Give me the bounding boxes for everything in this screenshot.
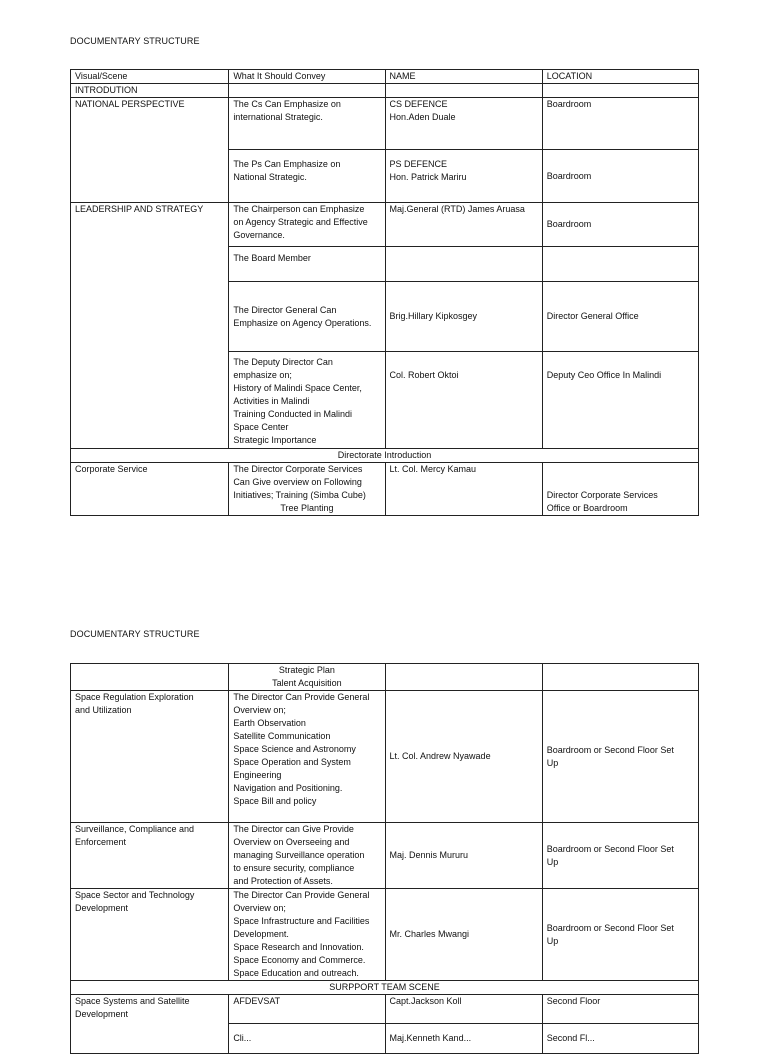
- table-row: [71, 84, 699, 98]
- convey-cell: AFDEVSAT: [229, 995, 385, 1024]
- convey-centered-text: Tree Planting: [280, 503, 334, 513]
- location-cell: Boardroom: [542, 150, 698, 203]
- documentary-table-1: [70, 69, 699, 516]
- table-row: [71, 823, 699, 889]
- header-cell: What It Should Convey: [229, 70, 385, 84]
- table-row: [71, 981, 699, 995]
- table-row: [71, 98, 699, 150]
- section-divider: Directorate Introduction: [71, 449, 699, 463]
- table-row: [71, 463, 699, 516]
- section-divider: SURPPORT TEAM SCENE: [71, 981, 699, 995]
- location-cell: Deputy Ceo Office In Malindi: [542, 352, 698, 449]
- scene-cell: LEADERSHIP AND STRATEGY: [71, 203, 229, 449]
- location-cell: Boardroom or Second Floor Set Up: [542, 823, 698, 889]
- scene-cell: Surveillance, Compliance and Enforcement: [71, 823, 229, 889]
- location-cell: Boardroom: [542, 203, 698, 247]
- page-title: DOCUMENTARY STRUCTURE: [70, 629, 200, 639]
- location-cell: Boardroom or Second Floor Set Up: [542, 691, 698, 823]
- scene-cell: Space Sector and Technology Development: [71, 889, 229, 981]
- convey-cell: The Ps Can Emphasize on National Strategic.: [229, 150, 385, 203]
- convey-cell: The Director General Can Emphasize on Agency Operations.: [229, 282, 385, 352]
- table-row: [71, 664, 699, 691]
- location-cell: Boardroom: [542, 98, 698, 150]
- location-cell: Second Floor: [542, 995, 698, 1024]
- header-cell: LOCATION: [542, 70, 698, 84]
- scene-cell: INTRODUTION: [71, 84, 229, 98]
- location-cell: Boardroom or Second Floor Set Up: [542, 889, 698, 981]
- location-cell: [542, 247, 698, 282]
- header-cell: NAME: [385, 70, 542, 84]
- table-row: [71, 203, 699, 247]
- scene-cell: Corporate Service: [71, 463, 229, 516]
- convey-text: The Director Corporate Services Can Give overview on Following Initiatives; Training (Simba Cube): [233, 464, 366, 500]
- name-cell: PS DEFENCE Hon. Patrick Mariru: [385, 150, 542, 203]
- documentary-table-2: [70, 663, 699, 1054]
- name-cell: Lt. Col. Mercy Kamau: [385, 463, 542, 516]
- convey-cell: The Deputy Director Can emphasize on; History of Malindi Space Center, Activities in Malindi Training Conducted in Malindi Space Center Strategic Importance: [229, 352, 385, 449]
- location-cell: Second Fl...: [542, 1024, 698, 1054]
- location-cell: Director Corporate Services Office or Boardroom: [542, 463, 698, 516]
- name-cell: [385, 247, 542, 282]
- table-row: [71, 449, 699, 463]
- name-cell: Col. Robert Oktoi: [385, 352, 542, 449]
- convey-cell: The Chairperson can Emphasize on Agency Strategic and Effective Governance.: [229, 203, 385, 247]
- convey-cell: The Director can Give Provide Overview on Overseeing and managing Surveillance operation to ensure security, compliance and Protection of Assets.: [229, 823, 385, 889]
- convey-cell: The Director Can Provide General Overview on; Space Infrastructure and Facilities Development. Space Research and Innovation. Space Economy and Commerce. Space Education and outreach.: [229, 889, 385, 981]
- name-cell: Maj.General (RTD) James Aruasa: [385, 203, 542, 247]
- location-cell: Director General Office: [542, 282, 698, 352]
- name-cell: Brig.Hillary Kipkosgey: [385, 282, 542, 352]
- name-cell: Capt.Jackson Koll: [385, 995, 542, 1024]
- convey-cell: The Cs Can Emphasize on international Strategic.: [229, 98, 385, 150]
- table-header-row: [71, 70, 699, 84]
- table-row: [71, 691, 699, 823]
- name-cell: Maj.Kenneth Kand...: [385, 1024, 542, 1054]
- table-row: [71, 995, 699, 1024]
- name-cell: Mr. Charles Mwangi: [385, 889, 542, 981]
- table-row: [71, 889, 699, 981]
- convey-cell: Cli...: [229, 1024, 385, 1054]
- convey-cell: The Board Member: [229, 247, 385, 282]
- scene-cell: Space Systems and Satellite Development: [71, 995, 229, 1054]
- scene-cell: NATIONAL PERSPECTIVE: [71, 98, 229, 203]
- page-title: DOCUMENTARY STRUCTURE: [70, 36, 200, 46]
- name-cell: Lt. Col. Andrew Nyawade: [385, 691, 542, 823]
- name-cell: Maj. Dennis Mururu: [385, 823, 542, 889]
- convey-cell: Strategic Plan Talent Acquisition: [229, 664, 385, 691]
- scene-cell: Space Regulation Exploration and Utilization: [71, 691, 229, 823]
- convey-cell: The Director Can Provide General Overview on; Earth Observation Satellite Communication Space Science and Astronomy Space Operation and System Engineering Navigation and Positioning. Space Bill and policy: [229, 691, 385, 823]
- header-cell: Visual/Scene: [71, 70, 229, 84]
- name-cell: CS DEFENCE Hon.Aden Duale: [385, 98, 542, 150]
- convey-cell: [229, 463, 385, 516]
